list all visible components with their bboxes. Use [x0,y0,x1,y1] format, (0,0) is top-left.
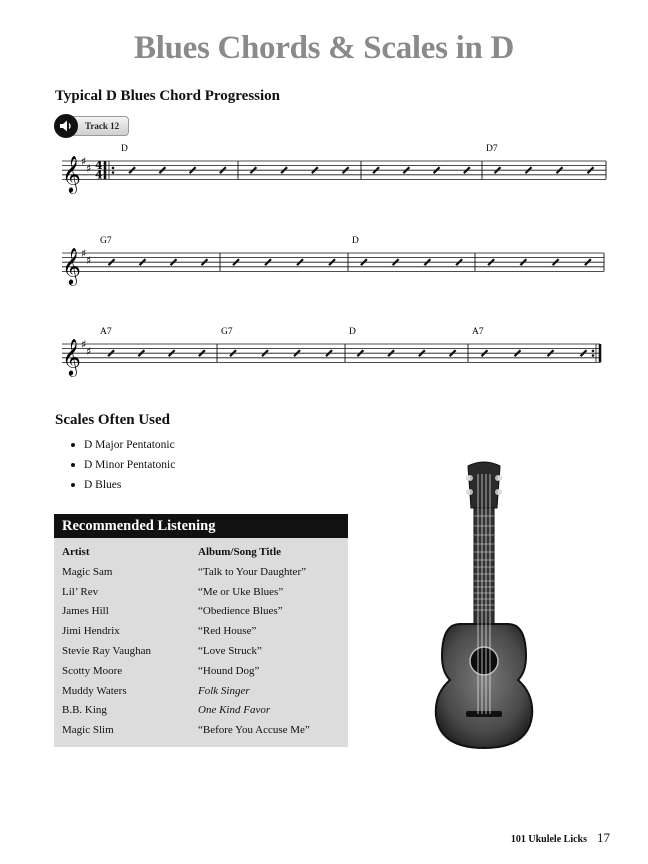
artist-cell: Jimi Hendrix [62,625,120,638]
table-row [54,641,348,661]
scale-item: D Major Pentatonic [70,436,175,456]
chord-symbol: D [352,236,359,246]
listening-table [54,542,348,740]
table-row [54,582,348,602]
treble-clef-icon: 𝄞 [62,337,81,376]
treble-clef-icon: 𝄞 [62,154,81,193]
repeat-dot [592,354,595,357]
sharp-icon: ♯ [86,161,92,175]
table-row [54,621,348,641]
progression-heading: Typical D Blues Chord Progression [55,88,281,104]
chord-symbol: A7 [100,327,112,337]
sharp-icon: ♯ [86,253,92,267]
title-cell: Folk Singer [198,684,250,697]
table-row [54,602,348,622]
chord-symbol: D [121,144,128,154]
artist-cell: Lil’ Rev [62,585,99,598]
title-cell: “Love Struck” [198,645,262,658]
time-signature-top: 4 [95,159,103,173]
scale-item: D Blues [70,476,175,496]
chord-symbol: G7 [221,327,233,337]
artist-cell: Magic Slim [62,724,114,737]
staff-system-3 [0,323,648,403]
artist-cell: Stevie Ray Vaughan [62,645,152,658]
table-row [54,720,348,740]
title-cell: “Before You Accuse Me” [198,724,310,737]
scale-item: D Minor Pentatonic [70,456,175,476]
staff-system-2 [0,232,648,312]
artist-column-header: Artist [62,546,90,558]
page-footer [511,830,610,846]
title-column-header: Album/Song Title [198,546,282,558]
staff-system-1 [0,140,648,220]
table-row [54,562,348,582]
track-label[interactable]: Track 12 [70,116,129,136]
recommended-listening-box [54,514,348,747]
page-number: 17 [597,830,610,845]
page-title: Blues Chords & Scales in D [134,30,514,66]
time-signature-bottom: 4 [95,168,103,182]
chord-symbol: G7 [100,236,112,246]
chord-symbol: A7 [472,327,484,337]
title-cell: “Hound Dog” [198,664,260,677]
sharp-icon: ♯ [81,338,87,351]
treble-clef-icon: 𝄞 [62,246,81,285]
sharp-icon: ♯ [86,344,92,358]
title-cell: “Me or Uke Blues” [198,585,284,598]
artist-cell: Magic Sam [62,565,113,578]
artist-cell: Scotty Moore [62,664,123,677]
table-header-row [54,542,348,562]
artist-cell: B.B. King [62,704,107,717]
table-row [54,681,348,701]
title-cell: One Kind Favor [198,704,271,717]
bullet-icon [71,443,75,447]
sharp-icon: ♯ [81,247,87,260]
title-cell: “Obedience Blues” [198,605,283,618]
track-badge[interactable] [54,115,129,137]
title-cell: “Talk to Your Daughter” [198,565,306,578]
bullet-icon [71,463,75,467]
repeat-dot [592,350,595,353]
title-cell: “Red House” [198,625,257,638]
table-row [54,661,348,681]
recommended-listening-heading: Recommended Listening [54,514,348,538]
chord-symbol: D7 [486,144,498,154]
ukulele-image [424,456,544,754]
speaker-icon[interactable] [54,114,78,138]
chord-symbol: D [349,327,356,337]
artist-cell: Muddy Waters [62,684,127,697]
sharp-icon: ♯ [81,155,87,168]
bullet-icon [71,483,75,487]
repeat-dot [112,171,115,174]
book-title: 101 Ukulele Licks [510,834,587,845]
table-row [54,701,348,721]
scales-list [70,436,175,496]
artist-cell: James Hill [62,605,109,618]
scales-heading: Scales Often Used [55,412,170,428]
repeat-dot [112,167,115,170]
